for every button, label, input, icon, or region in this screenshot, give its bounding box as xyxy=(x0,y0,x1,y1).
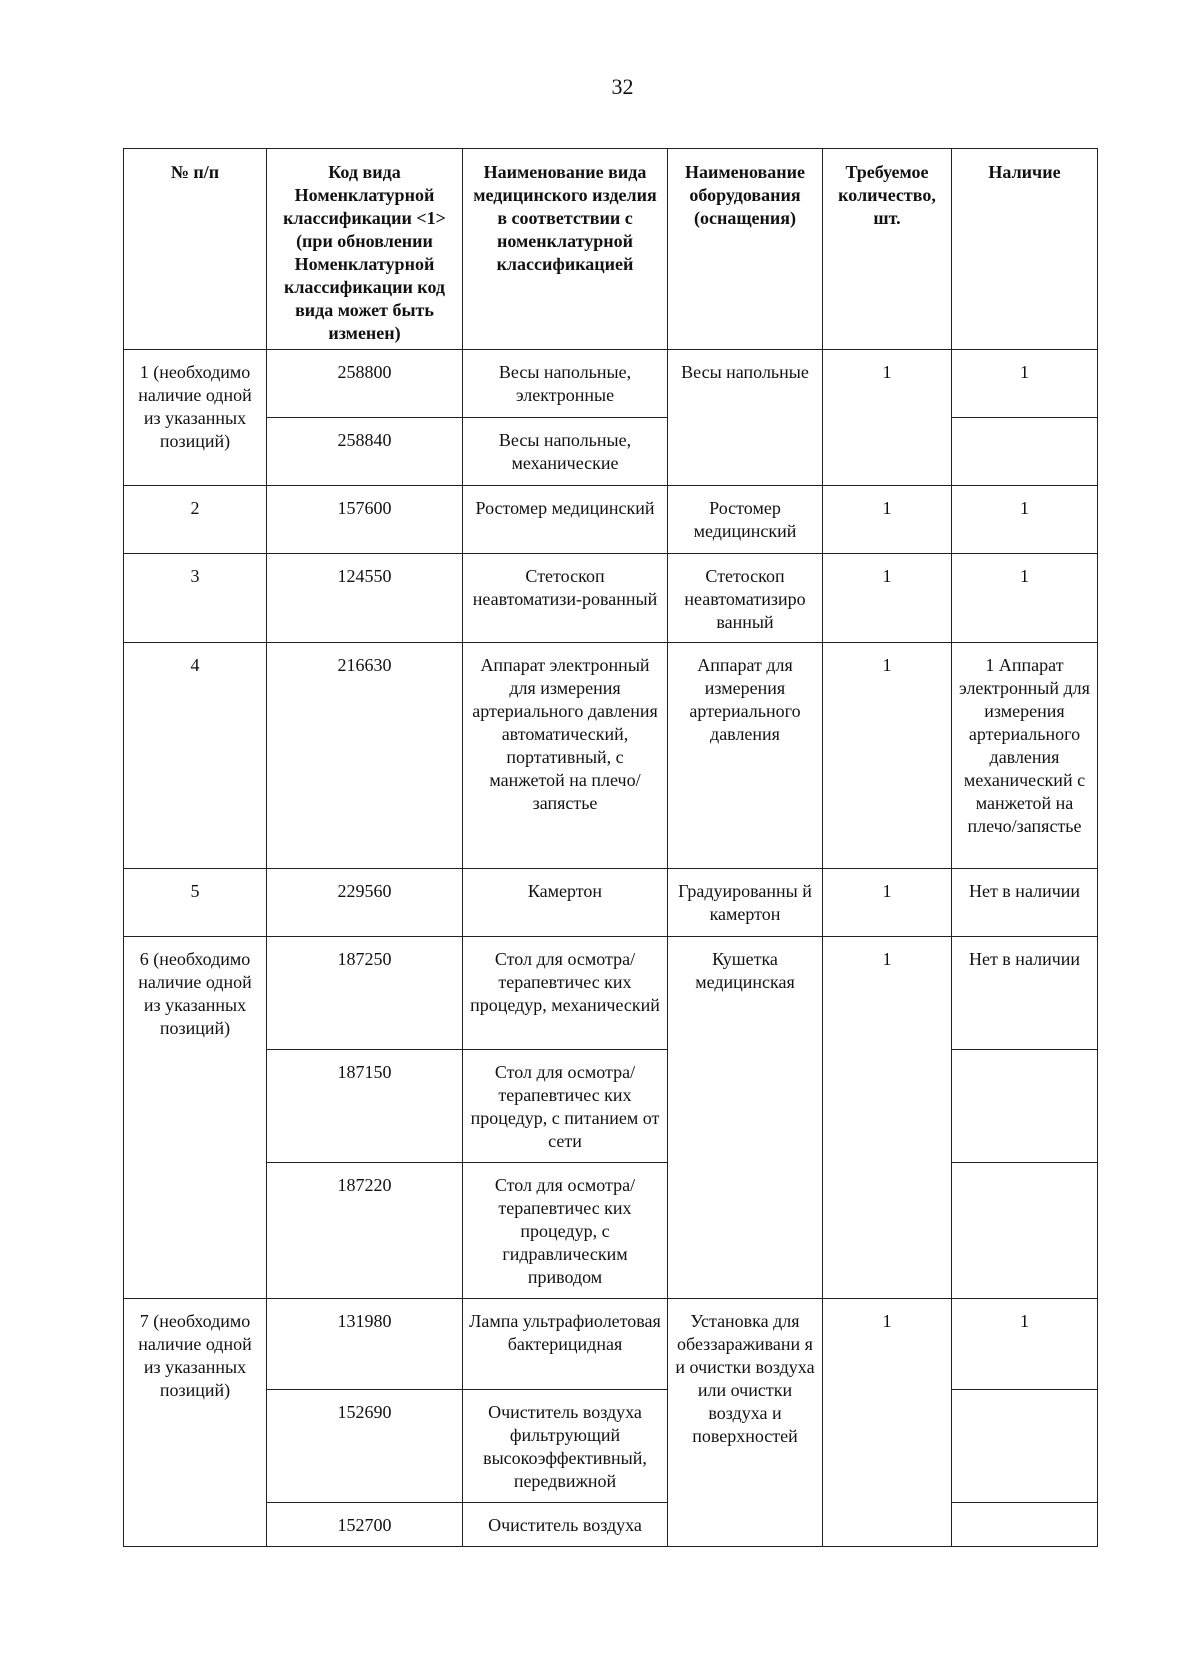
item-name: Весы напольные, электронные xyxy=(463,350,668,418)
row-number: 5 xyxy=(124,869,267,937)
equipment-name: Весы напольные xyxy=(668,350,823,486)
required-quantity: 1 xyxy=(823,350,952,486)
item-name: Стол для осмотра/терапевтичес ких процедур, механический xyxy=(463,937,668,1050)
availability: Нет в наличии xyxy=(952,869,1098,937)
header-code: Код вида Номенклатурной классификации <1> (при обновлении Номенклатурной классификации код вида может быть изменен) xyxy=(267,149,463,350)
required-quantity: 1 xyxy=(823,643,952,869)
table-row xyxy=(124,869,1098,937)
item-code: 131980 xyxy=(267,1299,463,1390)
header-row xyxy=(124,149,1098,350)
required-quantity: 1 xyxy=(823,486,952,554)
availability: 1 Аппарат электронный для измерения артериального давления механический с манжетой на плечо/запястье xyxy=(952,643,1098,869)
item-name: Стол для осмотра/терапевтичес ких процедур, с питанием от сети xyxy=(463,1050,668,1163)
item-code: 187150 xyxy=(267,1050,463,1163)
equipment-name: Кушетка медицинская xyxy=(668,937,823,1299)
item-code: 157600 xyxy=(267,486,463,554)
header-quantity: Требуемое количество, шт. xyxy=(823,149,952,350)
availability-empty xyxy=(952,1390,1098,1503)
required-quantity: 1 xyxy=(823,1299,952,1547)
header-equipment: Наименование оборудования (оснащения) xyxy=(668,149,823,350)
required-quantity: 1 xyxy=(823,937,952,1299)
equipment-name: Установка для обеззараживани я и очистки воздуха или очистки воздуха и поверхностей xyxy=(668,1299,823,1547)
item-name: Стетоскоп неавтоматизи-рованный xyxy=(463,554,668,643)
availability-empty xyxy=(952,418,1098,486)
item-name: Стол для осмотра/терапевтичес ких процедур, с гидравлическим приводом xyxy=(463,1163,668,1299)
availability-empty xyxy=(952,1050,1098,1163)
item-code: 152700 xyxy=(267,1503,463,1547)
item-code: 258840 xyxy=(267,418,463,486)
equipment-name: Ростомер медицинский xyxy=(668,486,823,554)
availability: 1 xyxy=(952,1299,1098,1390)
availability: 1 xyxy=(952,350,1098,418)
table-row xyxy=(124,1163,1098,1299)
item-name: Аппарат электронный для измерения артериального давления автоматический, портативный, с манжетой на плечо/запястье xyxy=(463,643,668,869)
item-name: Ростомер медицинский xyxy=(463,486,668,554)
availability-empty xyxy=(952,1163,1098,1299)
item-code: 258800 xyxy=(267,350,463,418)
page-number: 32 xyxy=(611,74,634,99)
availability: 1 xyxy=(952,486,1098,554)
header-item-name: Наименование вида медицинского изделия в соответствии с номенклатурной классификацией xyxy=(463,149,668,350)
item-code: 152690 xyxy=(267,1390,463,1503)
row-number: 3 xyxy=(124,554,267,643)
item-name: Камертон xyxy=(463,869,668,937)
row-number: 1 (необходимо наличие одной из указанных позиций) xyxy=(124,350,267,486)
table-row xyxy=(124,937,1098,1050)
row-number: 7 (необходимо наличие одной из указанных позиций) xyxy=(124,1299,267,1547)
item-name: Очиститель воздуха фильтрующий высокоэффективный, передвижной xyxy=(463,1390,668,1503)
required-quantity: 1 xyxy=(823,554,952,643)
row-number: 2 xyxy=(124,486,267,554)
equipment-table xyxy=(123,148,1098,1547)
availability: Нет в наличии xyxy=(952,937,1098,1050)
item-code: 216630 xyxy=(267,643,463,869)
item-code: 229560 xyxy=(267,869,463,937)
item-code: 124550 xyxy=(267,554,463,643)
row-number: 6 (необходимо наличие одной из указанных позиций) xyxy=(124,937,267,1299)
table-row xyxy=(124,350,1098,418)
table-row xyxy=(124,643,1098,869)
header-availability: Наличие xyxy=(952,149,1098,350)
table-row xyxy=(124,486,1098,554)
item-name: Очиститель воздуха xyxy=(463,1503,668,1547)
table-row xyxy=(124,1050,1098,1163)
equipment-name: Градуированны й камертон xyxy=(668,869,823,937)
header-number: № п/п xyxy=(124,149,267,350)
table-row xyxy=(124,1503,1098,1547)
equipment-name: Стетоскоп неавтоматизиро ванный xyxy=(668,554,823,643)
table-row xyxy=(124,554,1098,643)
table-row xyxy=(124,1390,1098,1503)
item-code: 187250 xyxy=(267,937,463,1050)
required-quantity: 1 xyxy=(823,869,952,937)
item-name: Лампа ультрафиолетовая бактерицидная xyxy=(463,1299,668,1390)
row-number: 4 xyxy=(124,643,267,869)
equipment-name: Аппарат для измерения артериального давления xyxy=(668,643,823,869)
table-row xyxy=(124,418,1098,486)
availability-empty xyxy=(952,1503,1098,1547)
availability: 1 xyxy=(952,554,1098,643)
item-code: 187220 xyxy=(267,1163,463,1299)
table-row xyxy=(124,1299,1098,1390)
item-name: Весы напольные, механические xyxy=(463,418,668,486)
